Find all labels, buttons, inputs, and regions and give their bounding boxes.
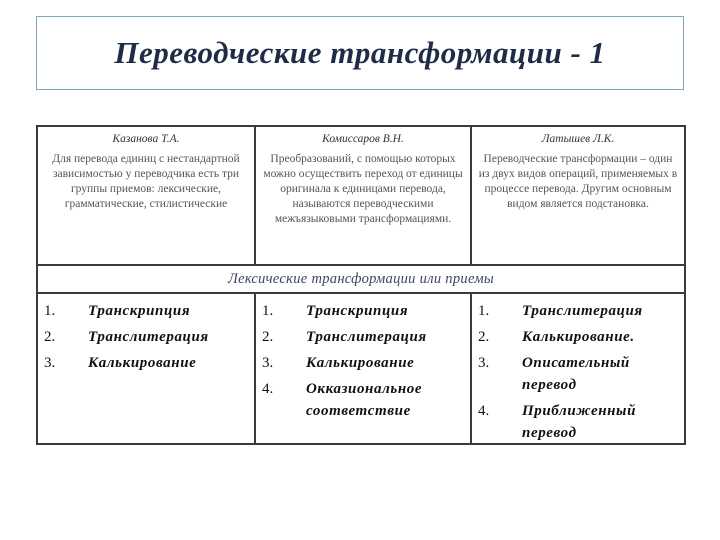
item-number: 1. (478, 303, 490, 319)
author-description: Для перевода единиц с нестандартной зависимостью у переводчика есть три группы приемов: лексические, грамматические, стилистические (52, 153, 240, 210)
item-number: 4. (478, 403, 490, 419)
item-number: 4. (262, 381, 274, 397)
list-item (478, 352, 678, 396)
item-text: Приближенный перевод (522, 403, 637, 441)
item-text: Транслитерация (522, 303, 643, 319)
list-item (262, 300, 464, 322)
item-text: Транслитерация (88, 329, 209, 345)
author-description: Переводческие трансформации – один из двух видов операций, применяемых в процессе перевода. Другим основным видом является подстановка. (478, 153, 678, 210)
item-number: 1. (44, 303, 56, 319)
item-number: 2. (478, 329, 490, 345)
item-text: Описательный перевод (522, 355, 630, 393)
author-name: Казанова Т.А. (112, 133, 180, 145)
author-name: Латышев Л.К. (541, 133, 615, 145)
item-number: 1. (262, 303, 274, 319)
lists-row (38, 294, 684, 443)
list-item (44, 352, 248, 374)
list-item (262, 326, 464, 348)
author-cell-komissarov (254, 127, 470, 264)
list-cell-1 (38, 294, 254, 443)
section-heading: Лексические трансформации или приемы (227, 270, 494, 287)
author-description: Преобразований, с помощью которых можно осуществить переход от единицы оригинала к единицами перевода, называются переводческими межъязыковыми трансформациями. (263, 153, 463, 225)
item-text: Калькирование (88, 355, 197, 371)
title-box (36, 16, 684, 90)
list-item (478, 400, 678, 444)
item-number: 2. (44, 329, 56, 345)
author-name: Комиссаров В.Н. (322, 133, 404, 145)
list-cell-2 (254, 294, 470, 443)
list-item (44, 326, 248, 348)
item-text: Окказиональное соответствие (306, 381, 423, 419)
author-cell-latyshev (470, 127, 684, 264)
item-text: Калькирование (306, 355, 415, 371)
item-text: Транскрипция (306, 303, 409, 319)
list-item (44, 300, 248, 322)
list-item (262, 352, 464, 374)
item-text: Транслитерация (306, 329, 427, 345)
list-item (262, 378, 464, 422)
section-heading-row (38, 266, 684, 294)
list-item (478, 300, 678, 322)
item-text: Калькирование. (522, 329, 635, 345)
list-cell-3 (470, 294, 684, 443)
item-number: 3. (478, 355, 490, 371)
authors-row (38, 127, 684, 266)
list-item (478, 326, 678, 348)
item-number: 2. (262, 329, 274, 345)
item-text: Транскрипция (88, 303, 191, 319)
author-cell-kazanova (38, 127, 254, 264)
item-number: 3. (262, 355, 274, 371)
transformations-table (36, 125, 686, 445)
page-title: Переводческие трансформации - 1 (114, 35, 606, 70)
item-number: 3. (44, 355, 56, 371)
